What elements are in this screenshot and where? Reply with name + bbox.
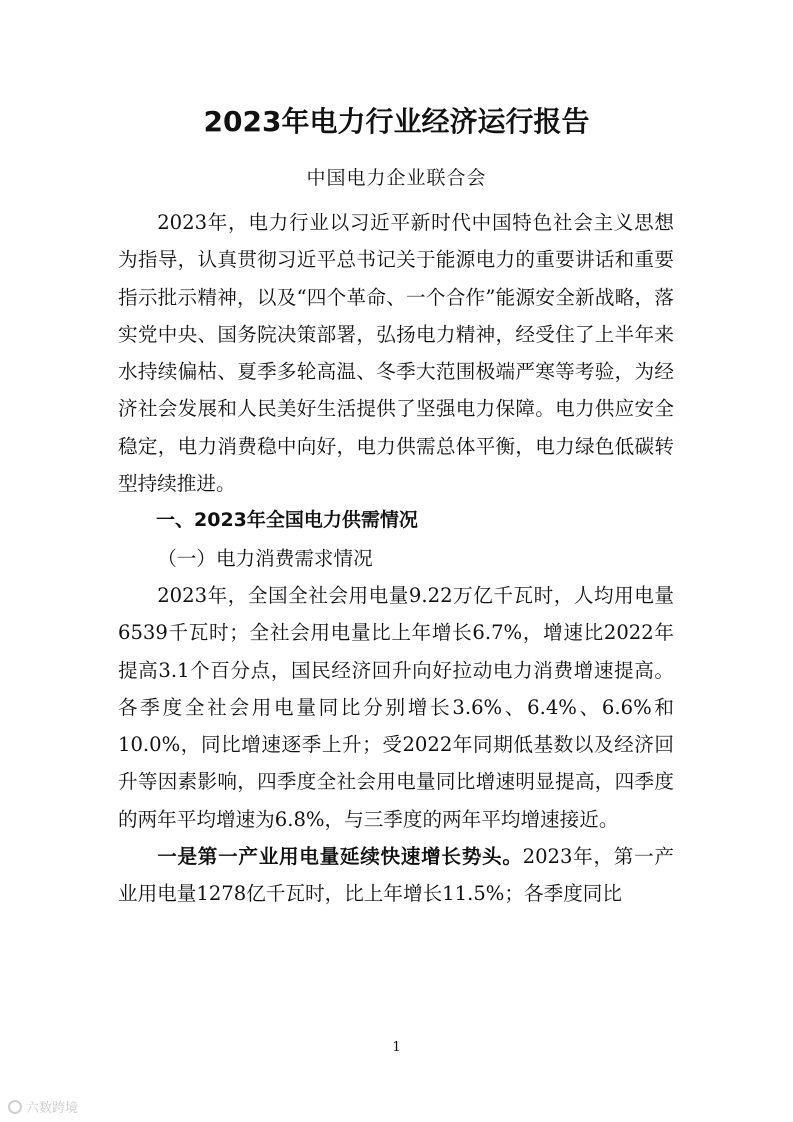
primary-industry-body: 2023年，第一产业用电量1278亿千瓦时，比上年增长11.5%；各季度同比: [118, 845, 674, 906]
consumption-paragraph: 2023年，全国全社会用电量9.22万亿千瓦时，人均用电量6539千瓦时；全社会用电量比上年增长6.7%，增速比2022年提高3.1个百分点，国民经济回升向好拉动电力消费增速提高。各季度全社会用电量同比分别增长3.6%、6.4%、6.6%和10.0%，同比增速逐季上升；受2022年同期低基数以及经济回升等因素影响，四季度全社会用电量同比增速明显提高，四季度的两年平均增速为6.8%，与三季度的两年平均增速接近。: [118, 583, 674, 831]
document-body: [118, 204, 674, 913]
document-title: 2023年电力行业经济运行报告: [203, 105, 590, 138]
watermark-text: 六数跨境: [26, 1101, 79, 1116]
watermark-logo-icon: [8, 1100, 22, 1114]
primary-industry-paragraph: [118, 838, 674, 913]
primary-industry-lead: 一是第一产业用电量延续快速增长势头。: [157, 845, 523, 869]
watermark: [8, 1097, 78, 1116]
intro-paragraph: 2023年，电力行业以习近平新时代中国特色社会主义思想为指导，认真贯彻习近平总书记关于能源电力的重要讲话和重要指示批示精神，以及“四个革命、一个合作”能源安全新战略，落实党中央、国务院决策部署，弘扬电力精神，经受住了上半年来水持续偏枯、夏季多轮高温、冬季大范围极端严寒等考验，为经济社会发展和人民美好生活提供了坚强电力保障。电力供应安全稳定，电力消费稳中向好，电力供需总体平衡，电力绿色低碳转型持续推进。: [118, 211, 674, 496]
subsection-heading: （一）电力消费需求情况: [157, 546, 373, 570]
section-heading: 一、2023年全国电力供需情况: [156, 509, 418, 532]
page-number: 1: [392, 1040, 401, 1055]
organization-name: 中国电力企业联合会: [306, 167, 487, 189]
